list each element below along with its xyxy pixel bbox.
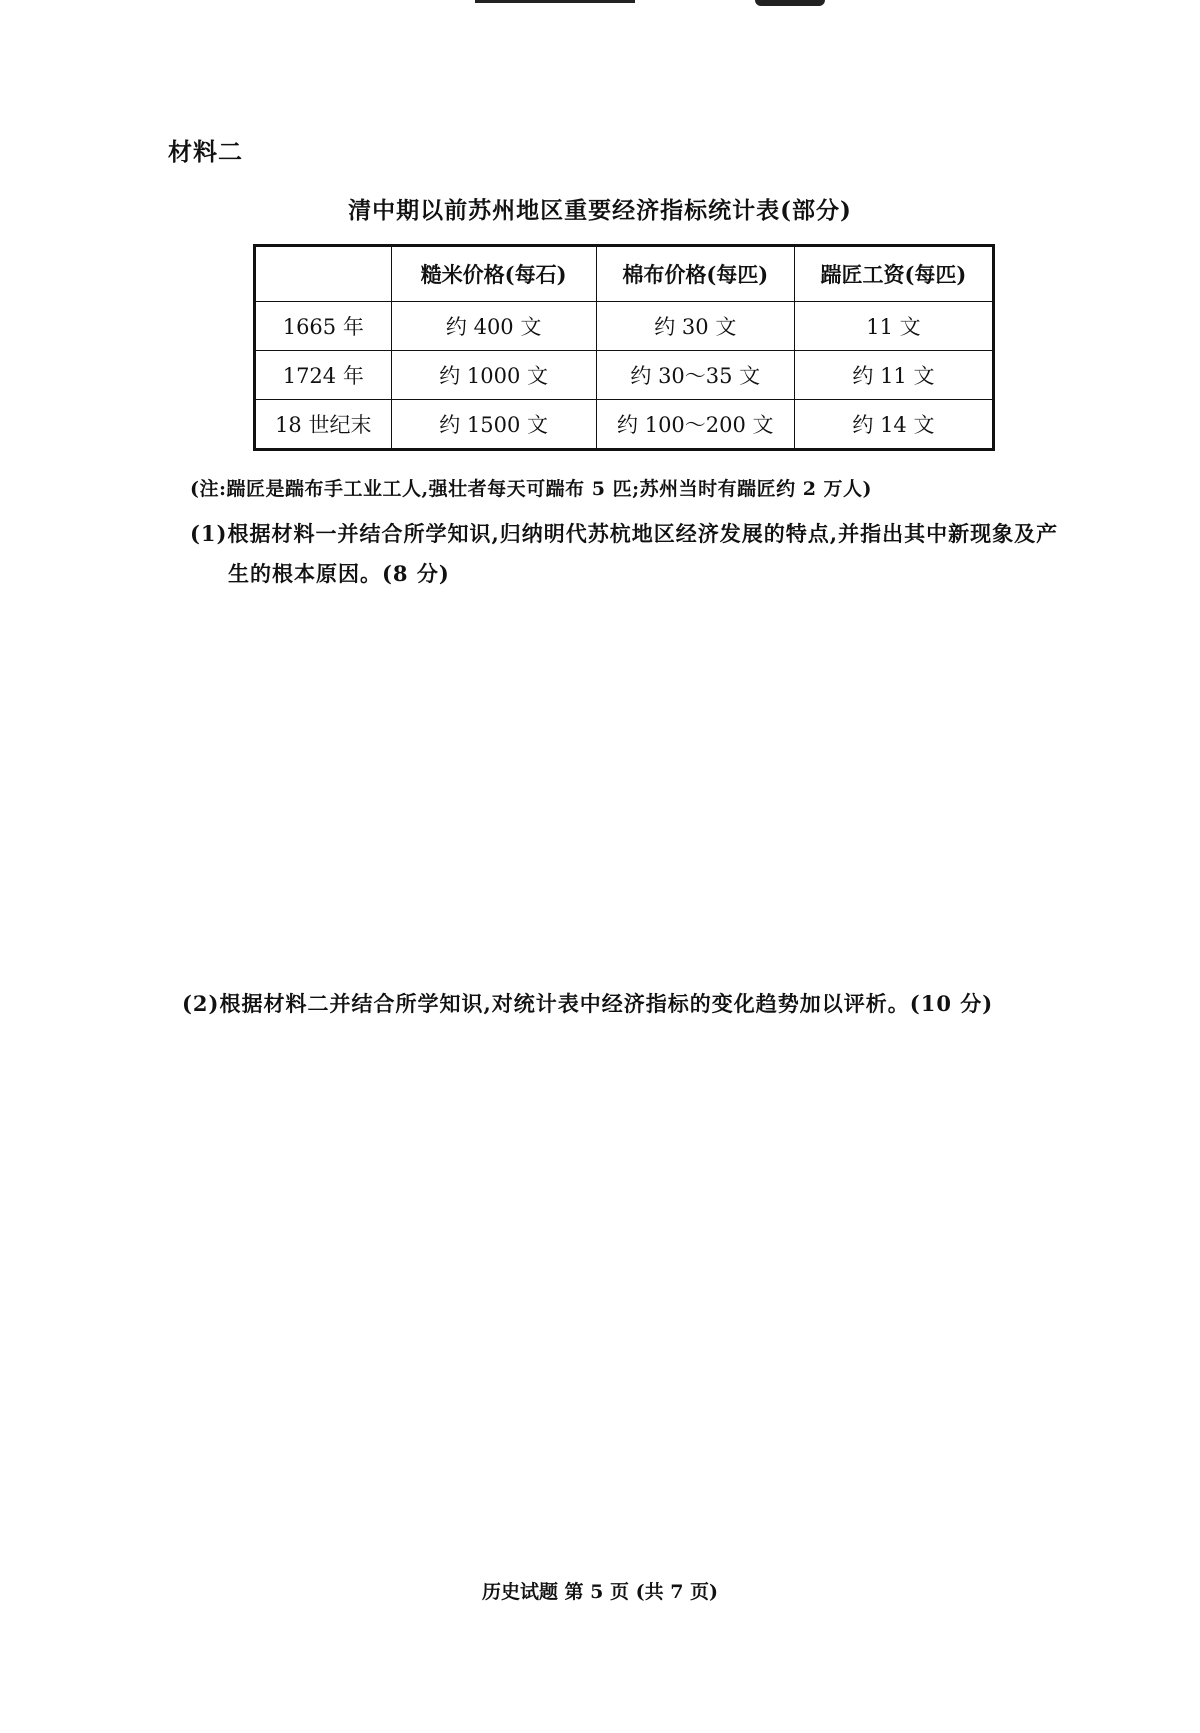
table-header-cell xyxy=(255,246,392,302)
table-caption: 清中期以前苏州地区重要经济指标统计表(部分) xyxy=(348,197,852,224)
table-note: (注:踹匠是踹布手工业工人,强壮者每天可踹布 5 匹;苏州当时有踹匠约 2 万人) xyxy=(190,478,873,500)
table-header-cell: 棉布价格(每匹) xyxy=(596,246,794,302)
table-cell: 约 30～35 文 xyxy=(596,351,794,400)
question-1-line-1: (1)根据材料一并结合所学知识,归纳明代苏杭地区经济发展的特点,并指出其中新现象及产 xyxy=(190,521,1059,546)
table-cell: 约 400 文 xyxy=(391,302,596,351)
table-row xyxy=(255,351,994,400)
question-1-line-2: 生的根本原因。(8 分) xyxy=(228,561,450,586)
section-title: 材料二 xyxy=(168,137,243,166)
table-row xyxy=(255,302,994,351)
table-cell-year: 1724 年 xyxy=(255,351,392,400)
table-header-row xyxy=(255,246,994,302)
question-1 xyxy=(190,514,1070,594)
table-cell: 约 14 文 xyxy=(794,400,993,450)
question-2: (2)根据材料二并结合所学知识,对统计表中经济指标的变化趋势加以评析。(10 分) xyxy=(182,991,994,1016)
table-cell: 约 30 文 xyxy=(596,302,794,351)
table-cell: 约 1000 文 xyxy=(391,351,596,400)
table-header-cell: 踹匠工资(每匹) xyxy=(794,246,993,302)
table-cell: 约 100～200 文 xyxy=(596,400,794,450)
page-footer: 历史试题 第 5 页 (共 7 页) xyxy=(481,1581,719,1603)
table-cell-year: 18 世纪末 xyxy=(255,400,392,450)
statistics-table xyxy=(253,244,995,451)
scan-artifact xyxy=(455,0,835,14)
table-row xyxy=(255,400,994,450)
table-cell-year: 1665 年 xyxy=(255,302,392,351)
table-header-cell: 糙米价格(每石) xyxy=(391,246,596,302)
table-cell: 约 11 文 xyxy=(794,351,993,400)
table-cell: 约 1500 文 xyxy=(391,400,596,450)
table-cell: 11 文 xyxy=(794,302,993,351)
